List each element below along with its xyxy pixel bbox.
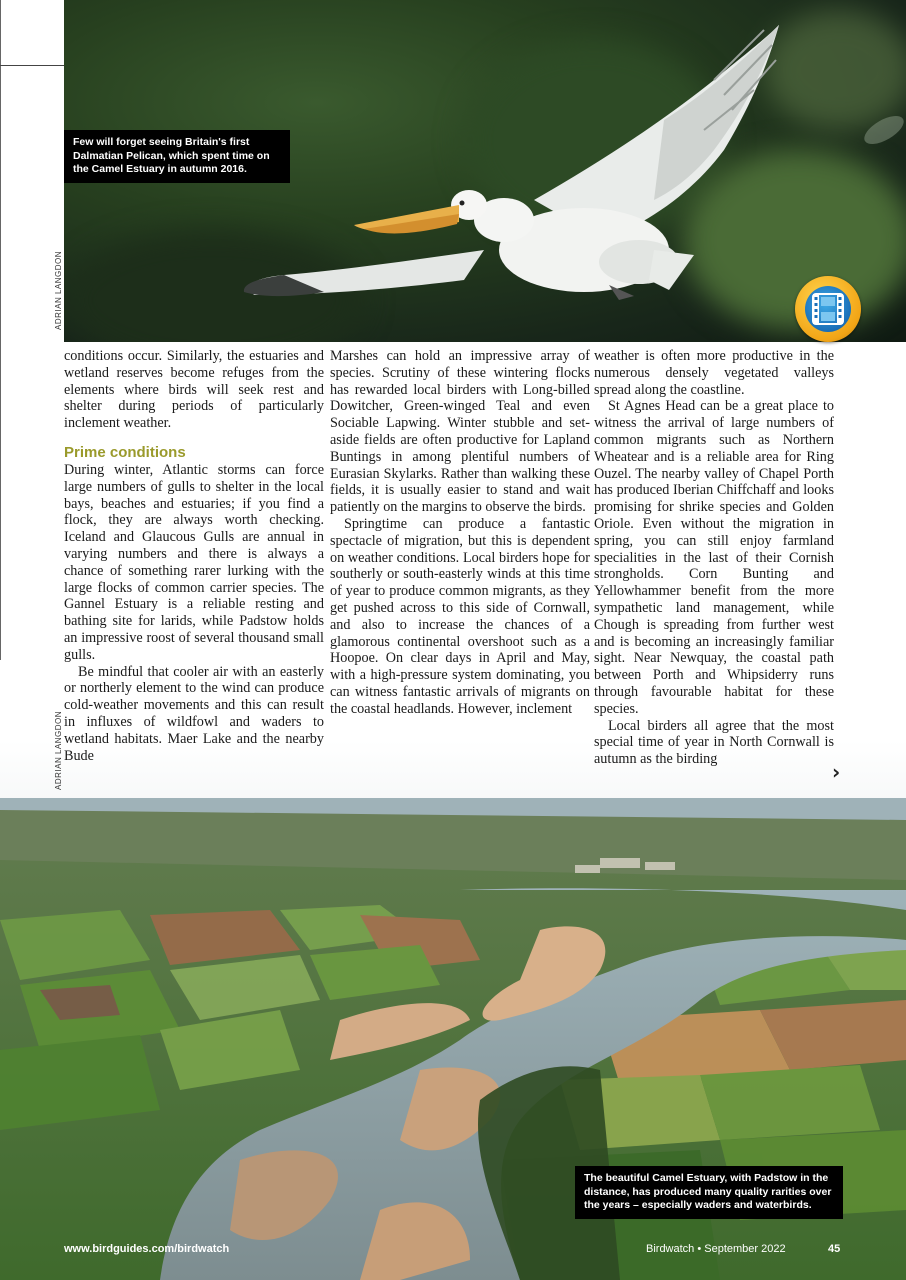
page-rule <box>0 65 64 66</box>
article-column-1 <box>64 348 324 764</box>
article-column-3 <box>594 348 834 768</box>
page-number: 45 <box>828 1243 841 1255</box>
paragraph: St Agnes Head can be a great place to witness the arrival of large numbers of common migrants such as Northern Wheatear and is a reliable area for Ring Ouzel. The nearby valley of Chapel Porth has produced Iberian Chiffchaff and looks promising for shrike species and Golden Oriole. Even without the migration in spring, you can still enjoy farmland specialities in the last of their Cornish strongholds. Corn Bunting and Yellowhammer benefit from the more sympathetic land management, while Chough is spreading from further west and is becoming an increasingly familiar sight. Near Newquay, the coastal path between Porth and Whipsiderry runs through favourable habitat for these species. <box>594 398 834 717</box>
pelican-caption: Few will forget seeing Britain's first Dalmatian Pelican, which spent time on the Camel Estuary in autumn 2016. <box>64 130 290 183</box>
paragraph: During winter, Atlantic storms can force large numbers of gulls to shelter in the local bays, beaches and estuaries; if you find a flock, they are always worth checking. Iceland and Glaucous Gulls are annual in varying numbers and there is always a chance of something rarer lurking with the large flocks of common carrier species. The Gannel Estuary is a reliable resting and bathing site for larids, while Padstow holds an impressive roost of several thousand small gulls. <box>64 461 324 663</box>
paragraph: Local birders all agree that the most special time of year in North Cornwall is autumn as the birding <box>594 717 834 768</box>
paragraph: conditions occur. Similarly, the estuaries and wetland reserves become refuges from the elements where birds will seek rest and shelter during periods of particularly inclement weather. <box>64 348 324 432</box>
footer-url[interactable]: www.birdguides.com/birdwatch <box>64 1243 230 1255</box>
estuary-caption: The beautiful Camel Estuary, with Padstow in the distance, has produced many quality rarities over the years – especially waders and waterbirds. <box>575 1166 843 1219</box>
photo-credit: ADRIAN LANGDON <box>54 250 63 330</box>
film-icon[interactable] <box>795 276 861 342</box>
page-edge-line <box>0 0 1 660</box>
section-heading: Prime conditions <box>64 443 186 461</box>
paragraph: Marshes can hold an impressive array of species. Scrutiny of these wintering flocks has rewarded local birders with Long-billed Dowitcher, Green-winged Teal and even Sociable Lapwing. Winter stubble and set-aside fields are often productive for Lapland Buntings in among plentiful numbers of Eurasian Skylarks. Rather than walking these fields, it is usually easier to stand and wait patiently on the margins to observe the birds. <box>330 348 590 516</box>
footer-magazine: Birdwatch • September 2022 <box>646 1243 786 1255</box>
paragraph: Be mindful that cooler air with an easterly or northerly element to the wind can produce cold-weather movements and this can result in influxes of wildfowl and waders to wetland habitats. Maer Lake and the nearby Bude <box>64 663 324 764</box>
paragraph: weather is often more productive in the numerous densely vegetated valleys spread along the coastline. <box>594 348 834 398</box>
paragraph: Springtime can produce a fantastic spectacle of migration, but this is dependent on weather conditions. Local birders hope for southerly or south-easterly winds at this time of year to produce common migrants, as they get pushed across to this side of Cornwall, and also to increase the chances of a glamorous continental overshoot such as a Hoopoe. On clear days in April and May, with a high-pressure system dominating, you can witness fantastic arrivals of migrants on the coastal headlands. However, inclement <box>330 515 590 717</box>
photo-credit: ADRIAN LANGDON <box>54 710 63 790</box>
next-page-arrow-icon[interactable]: › <box>832 760 841 784</box>
article-column-2 <box>330 348 590 718</box>
